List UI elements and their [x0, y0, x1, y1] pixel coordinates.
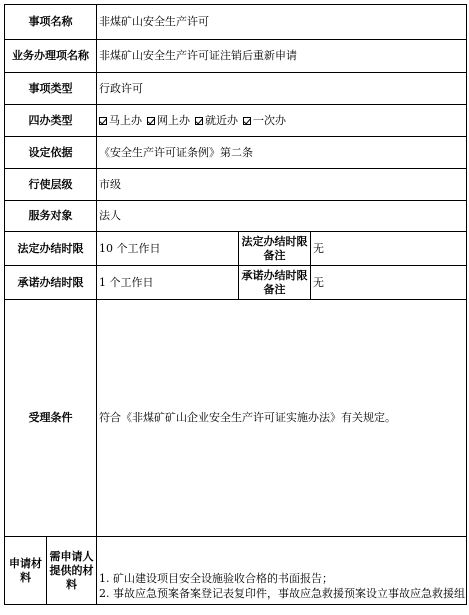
promised-time-limit-label: 承诺办结时限: [5, 266, 97, 300]
row-application-materials: [5, 537, 467, 605]
business-item-name-value: 非煤矿山安全生产许可证注销后重新申请: [97, 40, 467, 73]
row-item-name: [5, 5, 467, 40]
item-type-value: 行政许可: [97, 73, 467, 105]
option-nearby-label: 就近办: [205, 113, 238, 127]
option-online-label: 网上办: [157, 113, 190, 127]
checkbox-checked-icon: [243, 117, 251, 125]
item-name-value: 非煤矿山安全生产许可: [97, 5, 467, 40]
basis-value: 《安全生产许可证条例》第二条: [97, 137, 467, 169]
row-legal-time-limit: [5, 232, 467, 266]
material-item: 1. 矿山建设项目安全设施验收合格的书面报告；: [99, 572, 333, 585]
checkbox-checked-icon: [147, 117, 155, 125]
business-item-name-label: 业务办理项名称: [5, 40, 97, 73]
row-service-target: [5, 201, 467, 232]
acceptance-conditions-value: 符合《非煤矿矿山企业安全生产许可证实施办法》有关规定。: [97, 300, 467, 537]
checkbox-checked-icon: [195, 117, 203, 125]
application-materials-list: [97, 537, 467, 605]
promised-time-limit-value: 1 个工作日: [97, 266, 239, 300]
row-business-item-name: [5, 40, 467, 73]
legal-time-limit-value: 10 个工作日: [97, 232, 239, 266]
exercise-level-label: 行使层级: [5, 169, 97, 201]
promised-time-limit-note-value: 无: [311, 266, 467, 300]
row-four-ban-type: [5, 105, 467, 137]
legal-time-limit-note-label: 法定办结时限备注: [239, 232, 311, 266]
row-basis: [5, 137, 467, 169]
option-nearby: [195, 114, 238, 128]
option-one-time: [243, 114, 286, 128]
option-one-time-label: 一次办: [253, 113, 286, 127]
four-ban-type-options: [97, 105, 467, 137]
service-item-table: [4, 4, 467, 605]
option-immediate-label: 马上办: [109, 113, 142, 127]
service-target-label: 服务对象: [5, 201, 97, 232]
item-type-label: 事项类型: [5, 73, 97, 105]
service-target-value: 法人: [97, 201, 467, 232]
item-name-label: 事项名称: [5, 5, 97, 40]
option-immediate: [99, 114, 142, 128]
checkbox-checked-icon: [99, 117, 107, 125]
four-ban-type-label: 四办类型: [5, 105, 97, 137]
legal-time-limit-label: 法定办结时限: [5, 232, 97, 266]
row-promised-time-limit: [5, 266, 467, 300]
basis-label: 设定依据: [5, 137, 97, 169]
promised-time-limit-note-label: 承诺办结时限备注: [239, 266, 311, 300]
acceptance-conditions-label: 受理条件: [5, 300, 97, 537]
material-item: 2. 事故应急预案备案登记表复印件，事故应急救援预案设立事故应急救援组: [99, 587, 465, 600]
application-materials-label: 申请材料: [5, 537, 47, 605]
row-exercise-level: [5, 169, 467, 201]
option-online: [147, 114, 190, 128]
legal-time-limit-note-value: 无: [311, 232, 467, 266]
exercise-level-value: 市级: [97, 169, 467, 201]
applicant-materials-label: 需申请人提供的材料: [47, 537, 97, 605]
row-acceptance-conditions: [5, 300, 467, 537]
row-item-type: [5, 73, 467, 105]
